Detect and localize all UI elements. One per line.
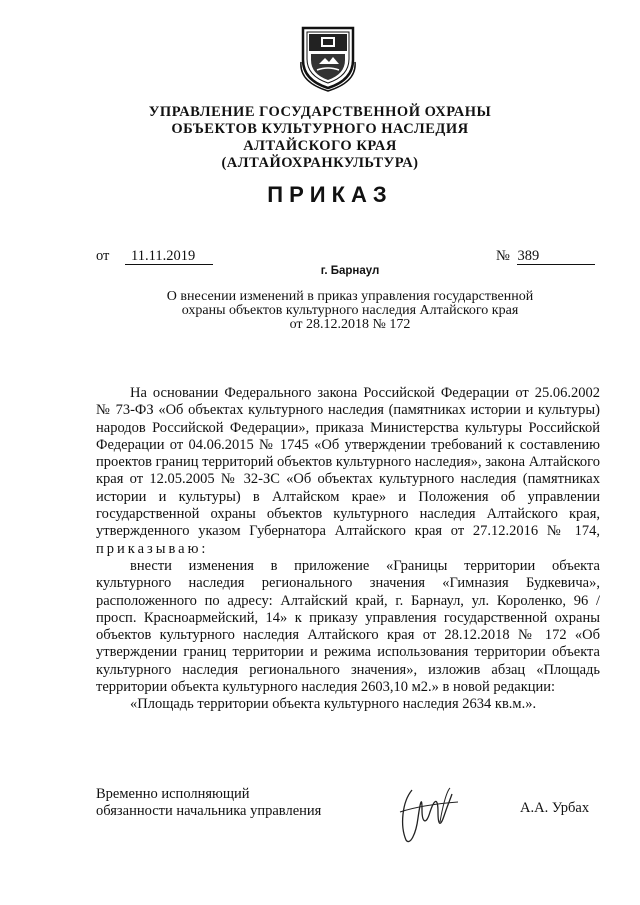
body-paragraph-1: [96, 385, 600, 558]
number-prefix: №: [496, 248, 510, 264]
org-name-line-4: (АЛТАЙОХРАНКУЛЬТУРА): [221, 155, 419, 171]
document-title: ПРИКАЗ: [267, 182, 393, 207]
basis-text: На основании Федерального закона Российской Федерации от 25.06.2002 № 73-ФЗ «Об объектах культурного наследия (памятниках истории и культуры) народов Российской Федерации», приказа Министерства культуры Российской Федерации от 04.06.2015 № 1745 «Об утверждении требований к составлению проектов границ территорий объектов культурного наследия», закона Алтайского края от 12.05.2005 № 32-ЗС «Об объектах культурного наследия (памятниках истории и культуры) в Алтайском крае» и Положения об управлении государственной охраны объектов культурного наследия Алтайского края, утвержденного указом Губернатора Алтайского края от 27.12.2016 № 174,: [96, 385, 600, 540]
coat-of-arms-icon: [299, 22, 357, 92]
signatory-position: [96, 786, 321, 820]
number-row: [496, 248, 595, 265]
org-name-line-1: УПРАВЛЕНИЕ ГОСУДАРСТВЕННОЙ ОХРАНЫ: [148, 104, 492, 120]
org-name-line-2: ОБЪЕКТОВ КУЛЬТУРНОГО НАСЛЕДИЯ: [171, 121, 469, 137]
order-body: [96, 385, 600, 714]
order-date: 11.11.2019: [125, 249, 213, 265]
city: г. Барнаул: [320, 265, 380, 277]
order-word: приказываю:: [96, 540, 209, 557]
date-prefix: от: [96, 248, 110, 264]
order-subject: [110, 290, 590, 332]
subject-line-3: от 28.12.2018 № 172: [289, 317, 411, 332]
position-line-2: обязанности начальника управления: [96, 803, 322, 819]
date-row: [96, 248, 213, 265]
subject-line-2: охраны объектов культурного наследия Алтайского края: [181, 303, 519, 318]
body-paragraph-2: внести изменения в приложение «Границы территории объекта культурного наследия регионального значения «Гимназия Будкевича», расположенного по адресу: Алтайский край, г. Барнаул, ул. Короленко, 96 / просп. Красноармейский, 14» к приказу управления государственной охраны объектов культурного наследия Алтайского края от 28.12.2018 № 172 «Об утверждении границ территории и режима использования территории объекта культурного наследия регионального значения», изложив абзац «Площадь территории объекта культурного наследия 2603,10 м2.» в новой редакции:: [96, 557, 600, 696]
handwritten-signature-icon: [392, 782, 484, 848]
body-paragraph-3: «Площадь территории объекта культурного наследия 2634 кв.м.».: [130, 696, 537, 713]
position-line-1: Временно исполняющий: [96, 786, 250, 802]
org-name-line-3: АЛТАЙСКОГО КРАЯ: [243, 138, 397, 154]
order-number: 389: [517, 249, 595, 265]
signatory-name: А.А. Урбах: [520, 800, 590, 816]
subject-line-1: О внесении изменений в приказ управления государственной: [166, 289, 534, 304]
